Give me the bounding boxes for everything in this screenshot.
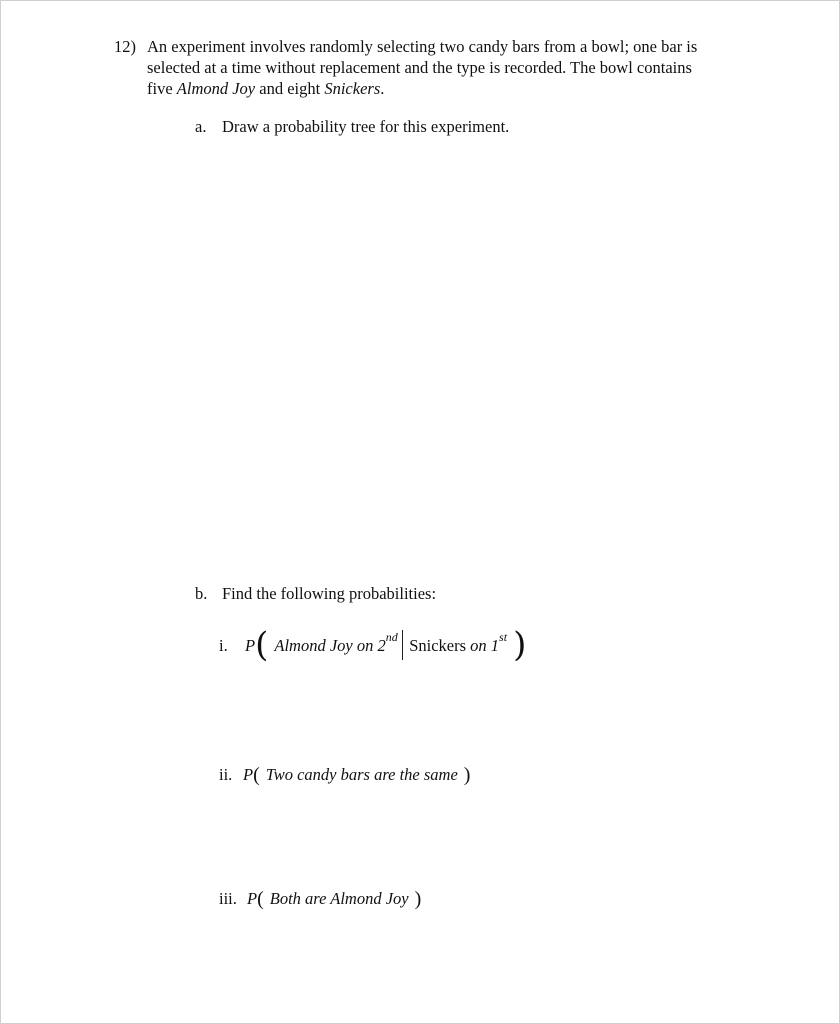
- part-b-text: Find the following probabilities:: [222, 584, 437, 603]
- part-a: [195, 117, 509, 137]
- part-a-text: Draw a probability tree for this experiment.: [222, 117, 510, 136]
- close-paren: ): [463, 764, 471, 786]
- candy-almond-joy: Almond Joy: [176, 79, 256, 98]
- close-paren: ): [414, 888, 422, 910]
- item-iii-label: iii.: [219, 889, 237, 908]
- part-b: [195, 584, 436, 604]
- part-b-label: b.: [195, 584, 208, 603]
- problem-line-3: [147, 78, 714, 99]
- open-paren: (: [253, 764, 260, 786]
- problem-line-1: An experiment involves randomly selecting two candy bars from a bowl; one bar is: [147, 37, 698, 56]
- item-iii-event: Both are Almond Joy: [269, 889, 409, 908]
- part-a-label: a.: [195, 117, 207, 136]
- problem-line-3-mid: and eight: [255, 79, 325, 98]
- probability-item-iii: [219, 888, 421, 911]
- item-i-p: P: [245, 636, 256, 655]
- probability-item-i: [219, 625, 527, 665]
- problem-number: 12): [114, 37, 136, 56]
- problem-line-3-end: .: [380, 79, 385, 98]
- close-paren: ): [513, 625, 527, 665]
- item-iii-p: P: [247, 889, 258, 908]
- problem-line-3-pre: five: [147, 79, 177, 98]
- item-ii-event: Two candy bars are the same: [265, 765, 458, 784]
- probability-item-ii: [219, 764, 470, 787]
- item-i-event: Almond Joy on 2: [274, 636, 386, 655]
- problem-statement: [114, 36, 714, 99]
- item-ii-p: P: [243, 765, 254, 784]
- item-i-given-on: on 1: [466, 636, 500, 655]
- item-ii-label: ii.: [219, 765, 233, 784]
- problem-line-2: selected at a time without replacement and the type is recorded. The bowl contains: [147, 58, 692, 77]
- item-i-given: Snickers: [409, 636, 467, 655]
- item-i-event-sup: nd: [385, 630, 398, 644]
- item-i-label: i.: [219, 636, 228, 655]
- open-paren: (: [255, 625, 269, 665]
- given-bar: [402, 630, 404, 660]
- candy-snickers: Snickers: [324, 79, 381, 98]
- open-paren: (: [257, 888, 264, 910]
- item-i-given-sup: st: [499, 630, 508, 644]
- problem-text: [147, 36, 714, 99]
